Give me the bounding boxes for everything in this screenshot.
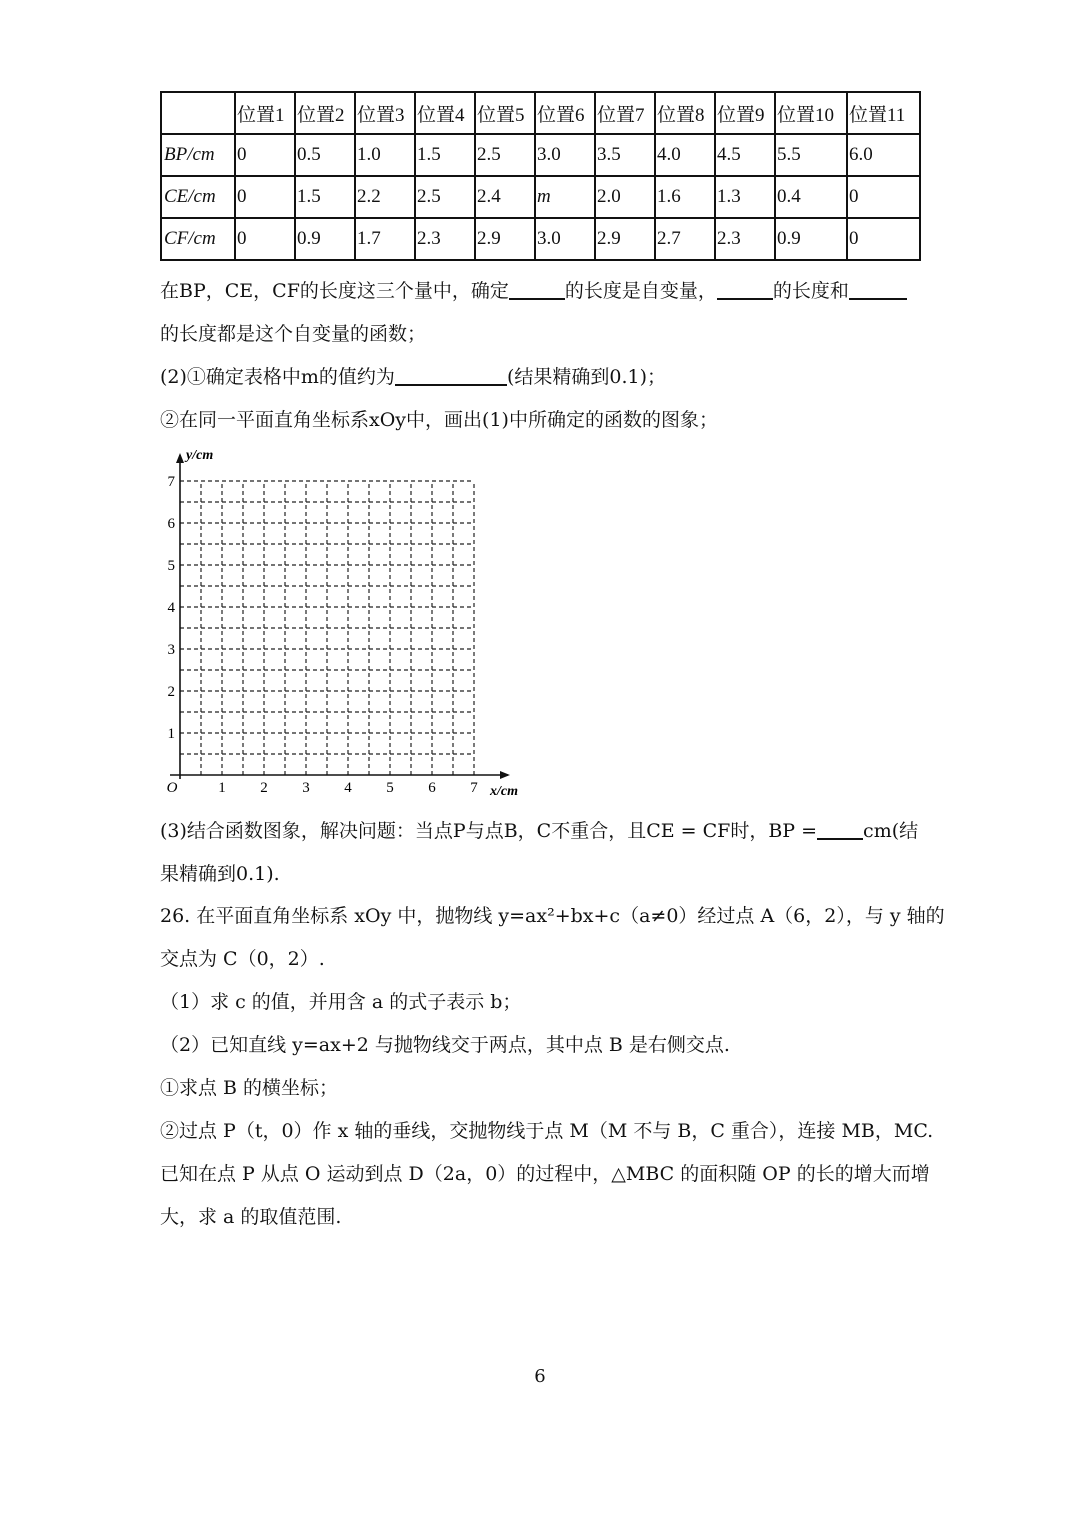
- table-cell: 1.6: [655, 176, 715, 218]
- coordinate-grid: [150, 445, 530, 805]
- table-cell: 4.0: [655, 134, 715, 176]
- table-cell: 0: [235, 134, 295, 176]
- table-header-cell: 位置3: [355, 92, 415, 134]
- answer-blank[interactable]: [509, 278, 565, 300]
- question-1-line-2: 的长度都是这个自变量的函数；: [160, 323, 427, 345]
- q1-text-a: 在BP，CE，CF的长度这三个量中，确定: [160, 280, 509, 302]
- question-26-line-1: 26. 在平面直角坐标系 xOy 中，抛物线 y=ax²+bx+c（a≠0）经过点 A（6，2），与 y 轴的: [160, 905, 945, 927]
- y-tick-label: 4: [167, 600, 175, 616]
- x-axis-label: x/cm: [490, 784, 518, 799]
- table-header-cell: 位置10: [775, 92, 847, 134]
- row-label: CF/cm: [161, 218, 235, 260]
- x-tick-label: 4: [344, 780, 352, 796]
- table-cell: 2.7: [655, 218, 715, 260]
- grid-lines: [180, 481, 474, 775]
- q1-text-b: 的长度是自变量，: [564, 280, 717, 302]
- y-tick-label: 7: [167, 474, 175, 490]
- table-cell: 1.7: [355, 218, 415, 260]
- question-26-part-2-1: ①求点 B 的横坐标；: [160, 1077, 339, 1099]
- table-cell: 0: [847, 218, 920, 260]
- table-cell: 1.5: [415, 134, 475, 176]
- row-label: CE/cm: [161, 176, 235, 218]
- table-cell: 4.5: [715, 134, 775, 176]
- table-cell: 0: [235, 218, 295, 260]
- question-3-line-2: 果精确到0.1).: [160, 863, 280, 885]
- table-row-cf: [161, 218, 920, 260]
- table-cell: 3.0: [535, 218, 595, 260]
- table-row-bp: [161, 134, 920, 176]
- q3-text-b: cm(结: [863, 820, 919, 842]
- table-cell: 0: [847, 176, 920, 218]
- x-tick-label: 2: [260, 780, 268, 796]
- y-tick-label: 5: [167, 558, 175, 574]
- table-header-cell: 位置2: [295, 92, 355, 134]
- table-cell: 6.0: [847, 134, 920, 176]
- table-cell: 1.0: [355, 134, 415, 176]
- answer-blank[interactable]: [395, 364, 507, 386]
- answer-blank[interactable]: [717, 278, 773, 300]
- question-2-2: ②在同一平面直角坐标系xOy中，画出(1)中所确定的函数的图象；: [160, 409, 718, 431]
- table-header-cell: 位置9: [715, 92, 775, 134]
- answer-blank[interactable]: [817, 818, 863, 840]
- x-tick-label: 5: [386, 780, 394, 796]
- q2-1-text-a: (2)①确定表格中m的值约为: [160, 366, 395, 388]
- q1-text-c: 的长度和: [772, 280, 849, 302]
- table-cell-m: m: [535, 176, 595, 218]
- question-3-line-1: [160, 818, 918, 844]
- question-1-line-1: [160, 278, 907, 304]
- data-table: [160, 91, 921, 261]
- table-header-cell: 位置8: [655, 92, 715, 134]
- x-tick-label: 3: [302, 780, 310, 796]
- table-cell: 2.9: [475, 218, 535, 260]
- table-cell: 0.5: [295, 134, 355, 176]
- axes: [167, 453, 510, 779]
- answer-blank[interactable]: [849, 278, 907, 300]
- row-label: BP/cm: [161, 134, 235, 176]
- table-cell: 2.9: [595, 218, 655, 260]
- table-cell: 5.5: [775, 134, 847, 176]
- x-tick-label: 6: [428, 780, 436, 796]
- table-cell: 2.3: [715, 218, 775, 260]
- table-cell: 2.5: [475, 134, 535, 176]
- question-26-part-2-4: 大，求 a 的取值范围.: [160, 1206, 342, 1228]
- origin-label: O: [166, 780, 178, 796]
- y-tick-label: 3: [167, 642, 175, 658]
- question-26-part-2-3: 已知在点 P 从点 O 运动到点 D（2a，0）的过程中，△MBC 的面积随 OP 的长的增大而增: [160, 1163, 930, 1185]
- x-tick-label: 7: [470, 780, 478, 796]
- table-cell: 0.9: [775, 218, 847, 260]
- table-cell: 0.9: [295, 218, 355, 260]
- y-tick-label: 1: [167, 726, 175, 742]
- q2-1-text-b: (结果精确到0.1)；: [506, 366, 666, 388]
- table-row-ce: [161, 176, 920, 218]
- tick-labels: [167, 448, 519, 799]
- table-header-cell: 位置6: [535, 92, 595, 134]
- table-cell: 2.4: [475, 176, 535, 218]
- table-cell: 2.2: [355, 176, 415, 218]
- table-cell: 0: [235, 176, 295, 218]
- table-header-cell: 位置4: [415, 92, 475, 134]
- table-cell: 3.0: [535, 134, 595, 176]
- table-header-cell: 位置1: [235, 92, 295, 134]
- y-axis-label: y/cm: [186, 448, 214, 463]
- table-cell: 1.3: [715, 176, 775, 218]
- question-26-part-1: （1）求 c 的值，并用含 a 的式子表示 b；: [160, 991, 522, 1013]
- table-cell: 1.5: [295, 176, 355, 218]
- table-cell: 2.3: [415, 218, 475, 260]
- table-cell: 0.4: [775, 176, 847, 218]
- y-tick-label: 2: [167, 684, 175, 700]
- q3-text-a: (3)结合函数图象，解决问题：当点P与点B，C不重合，且CE = CF时，BP =: [160, 820, 818, 842]
- x-axis-arrow: [500, 771, 510, 779]
- table-header-cell: 位置7: [595, 92, 655, 134]
- table-header-cell: 位置11: [847, 92, 920, 134]
- table-header-row: [161, 92, 920, 134]
- question-26-part-2-2: ②过点 P（t，0）作 x 轴的垂线，交抛物线于点 M（M 不与 B，C 重合），连接 MB，MC.: [160, 1120, 934, 1142]
- question-26-line-2: 交点为 C（0，2）.: [160, 948, 325, 970]
- table-cell: 2.5: [415, 176, 475, 218]
- question-26-part-2: （2）已知直线 y=ax+2 与抛物线交于两点，其中点 B 是右侧交点.: [160, 1034, 730, 1056]
- x-tick-label: 1: [218, 780, 226, 796]
- page-number: 6: [534, 1366, 546, 1387]
- table-header-cell: 位置5: [475, 92, 535, 134]
- y-tick-label: 6: [167, 516, 175, 532]
- table-corner-cell: [161, 92, 235, 134]
- table-cell: 2.0: [595, 176, 655, 218]
- y-axis-arrow: [176, 453, 184, 463]
- question-2-1: [160, 364, 666, 390]
- table-cell: 3.5: [595, 134, 655, 176]
